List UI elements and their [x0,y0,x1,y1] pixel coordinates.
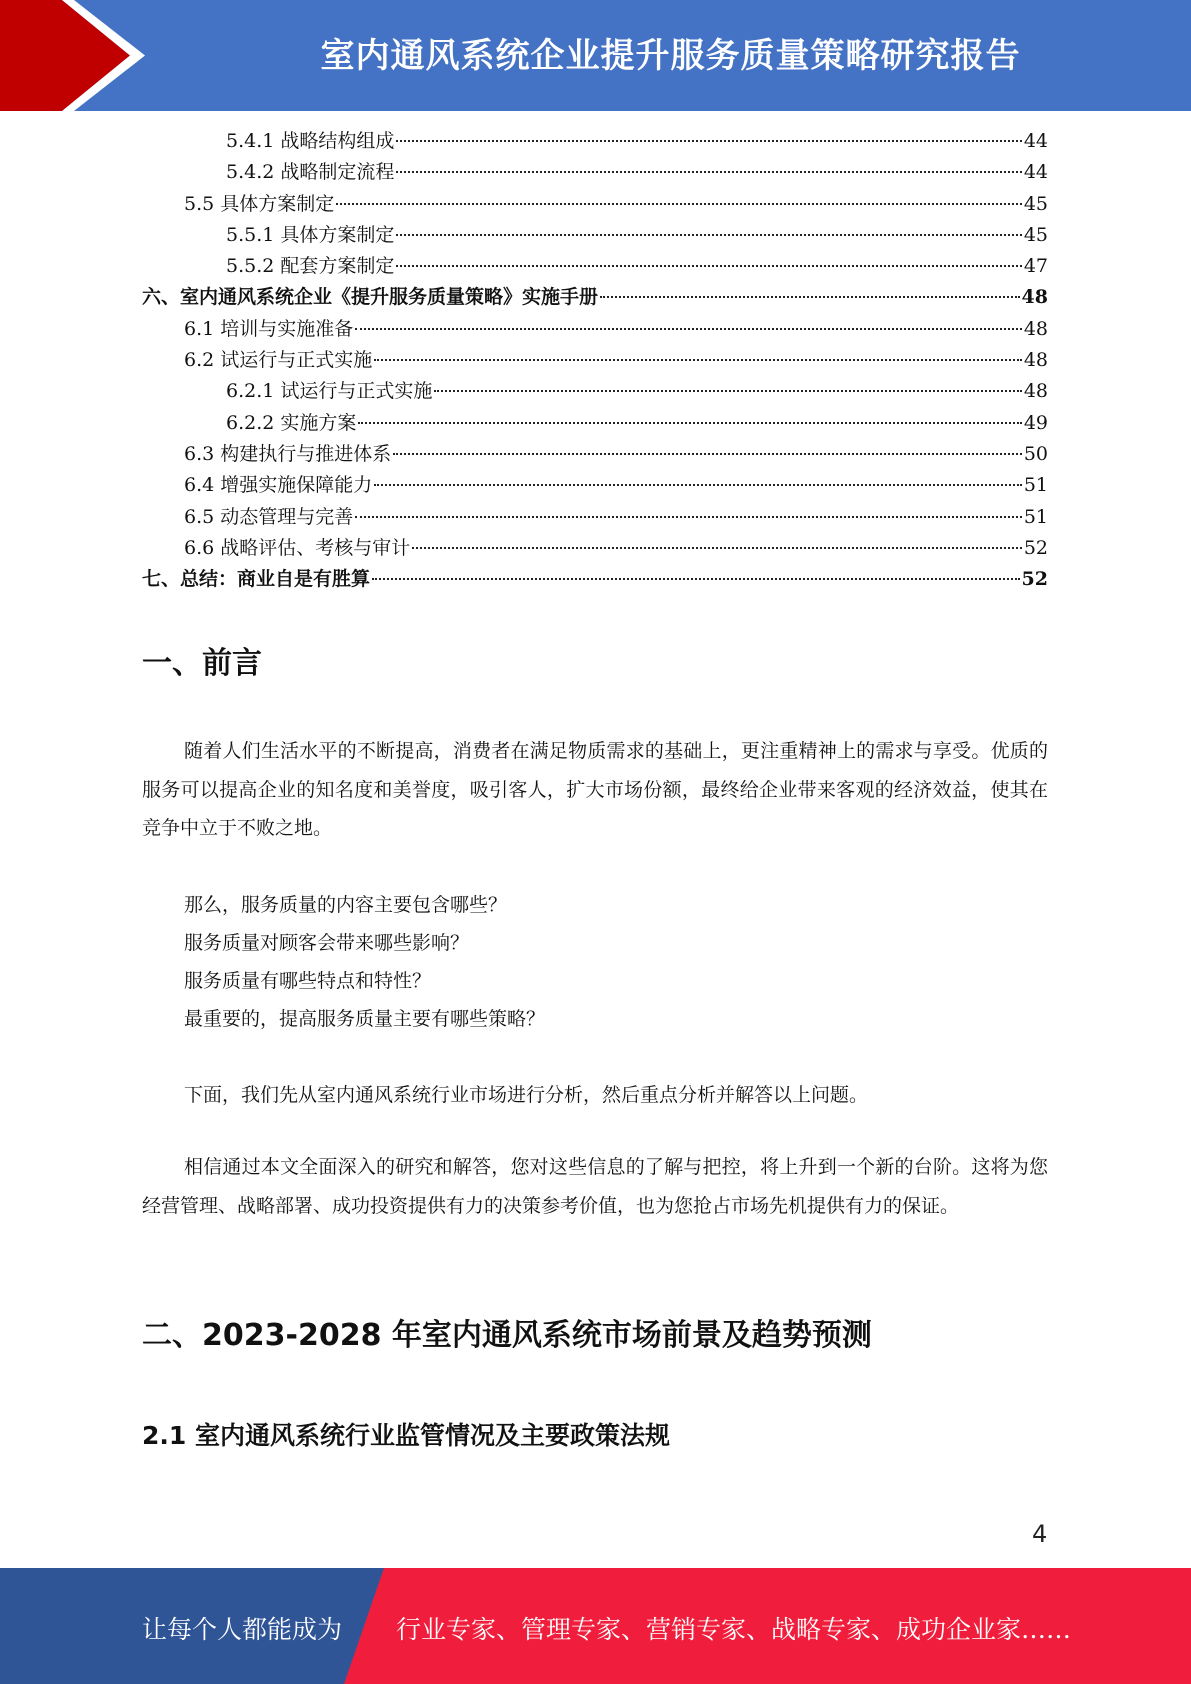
toc-entry-title: 5.4.2 战略制定流程 [226,161,395,184]
footer-slogan-left: 让每个人都能成为 [142,1615,343,1644]
header-chevron-decoration [0,0,160,111]
toc-dot-leader [374,359,1022,361]
page-number: 4 [1032,1520,1048,1548]
toc-entry-page: 47 [1023,255,1048,278]
toc-entry-page: 52 [1023,536,1048,559]
toc-entry-title: 6.3 构建执行与推进体系 [184,442,392,465]
question-line: 服务质量有哪些特点和特性？ [184,970,432,992]
toc-entry-page: 51 [1023,474,1048,497]
table-of-contents [142,126,1048,595]
toc-entry[interactable] [142,220,1048,251]
toc-dot-leader [396,171,1021,173]
toc-entry[interactable] [142,251,1048,282]
toc-entry[interactable] [142,502,1048,533]
toc-entry-title: 6.2 试运行与正式实施 [184,349,373,372]
toc-entry-page: 48 [1023,380,1048,403]
toc-entry-page: 49 [1023,411,1048,434]
toc-entry[interactable] [142,126,1048,157]
toc-entry-title: 6.4 增强实施保障能力 [184,474,373,497]
toc-entry-title: 6.5 动态管理与完善 [184,505,354,528]
toc-entry[interactable] [142,189,1048,220]
toc-entry-title: 6.2.2 实施方案 [226,411,357,434]
toc-entry[interactable] [142,408,1048,439]
section-heading-market-forecast: 二、2023-2028 年室内通风系统市场前景及趋势预测 [142,1318,872,1353]
next-paragraph: 下面，我们先从室内通风系统行业市场进行分析，然后重点分析并解答以上问题。 [184,1084,869,1106]
toc-dot-leader [355,328,1022,330]
toc-entry[interactable] [142,314,1048,345]
toc-entry-title: 6.6 战略评估、考核与审计 [184,536,411,559]
toc-dot-leader [374,484,1022,486]
toc-entry-title: 6.2.1 试运行与正式实施 [226,380,433,403]
question-line: 最重要的，提高服务质量主要有哪些策略？ [184,1008,546,1030]
toc-entry[interactable] [142,439,1048,470]
question-line: 服务质量对顾客会带来哪些影响？ [184,932,470,954]
toc-entry-title: 5.4.1 战略结构组成 [226,130,395,152]
toc-entry-page: 52 [1021,568,1048,591]
toc-entry[interactable] [142,470,1048,501]
footer-banner [0,1568,1191,1684]
toc-entry[interactable] [142,533,1048,564]
toc-dot-leader [412,547,1022,549]
toc-dot-leader [396,140,1021,142]
subsection-heading-regulation: 2.1 室内通风系统行业监管情况及主要政策法规 [142,1421,670,1450]
intro-paragraph: 随着人们生活水平的不断提高，消费者在满足物质需求的基础上，更注重精神上的需求与享受。优质的服务可以提高企业的知名度和美誉度，吸引客人，扩大市场份额，最终给企业带来客观的经济效益，使其在竞争中立于不败之地。 [142,740,1048,839]
toc-entry-page: 50 [1023,442,1048,465]
toc-dot-leader [336,203,1022,205]
toc-entry[interactable] [142,282,1048,313]
toc-entry-page: 48 [1023,349,1048,372]
toc-entry-title: 六、室内通风系统企业《提升服务质量策略》实施手册 [142,286,599,309]
toc-entry-page: 45 [1023,223,1048,246]
belief-paragraph: 相信通过本文全面深入的研究和解答，您对这些信息的了解与把控，将上升到一个新的台阶。这将为您经营管理、战略部署、成功投资提供有力的决策参考价值，也为您抢占市场先机提供有力的保证。 [142,1156,1048,1217]
toc-entry[interactable] [142,345,1048,376]
toc-entry-title: 5.5.2 配套方案制定 [226,255,395,278]
toc-entry-page: 44 [1023,161,1048,184]
toc-dot-leader [396,234,1021,236]
toc-entry-page: 44 [1023,130,1048,152]
toc-entry-title: 6.1 培训与实施准备 [184,317,354,340]
toc-entry-title: 5.5.1 具体方案制定 [226,223,395,246]
toc-entry[interactable] [142,157,1048,188]
footer-slogan-right: 行业专家、管理专家、营销专家、战略专家、成功企业家…… [396,1615,1072,1644]
toc-entry-title: 5.5 具体方案制定 [184,192,335,215]
toc-dot-leader [600,296,1020,298]
toc-dot-leader [372,578,1020,580]
toc-entry-page: 48 [1023,317,1048,340]
report-title: 室内通风系统企业提升服务质量策略研究报告 [320,36,1021,76]
toc-dot-leader [358,422,1021,424]
toc-entry[interactable] [142,376,1048,407]
toc-entry-title: 七、总结：商业自是有胜算 [142,568,371,591]
toc-dot-leader [355,516,1022,518]
toc-dot-leader [393,453,1022,455]
section-heading-preface: 一、前言 [142,646,262,681]
toc-entry-page: 48 [1021,286,1048,309]
toc-dot-leader [434,390,1021,392]
toc-entry[interactable] [142,564,1048,595]
toc-entry-page: 45 [1023,192,1048,215]
toc-entry-page: 51 [1023,505,1048,528]
toc-dot-leader [396,265,1021,267]
question-line: 那么，服务质量的内容主要包含哪些？ [184,894,508,916]
header-banner [0,0,1191,111]
